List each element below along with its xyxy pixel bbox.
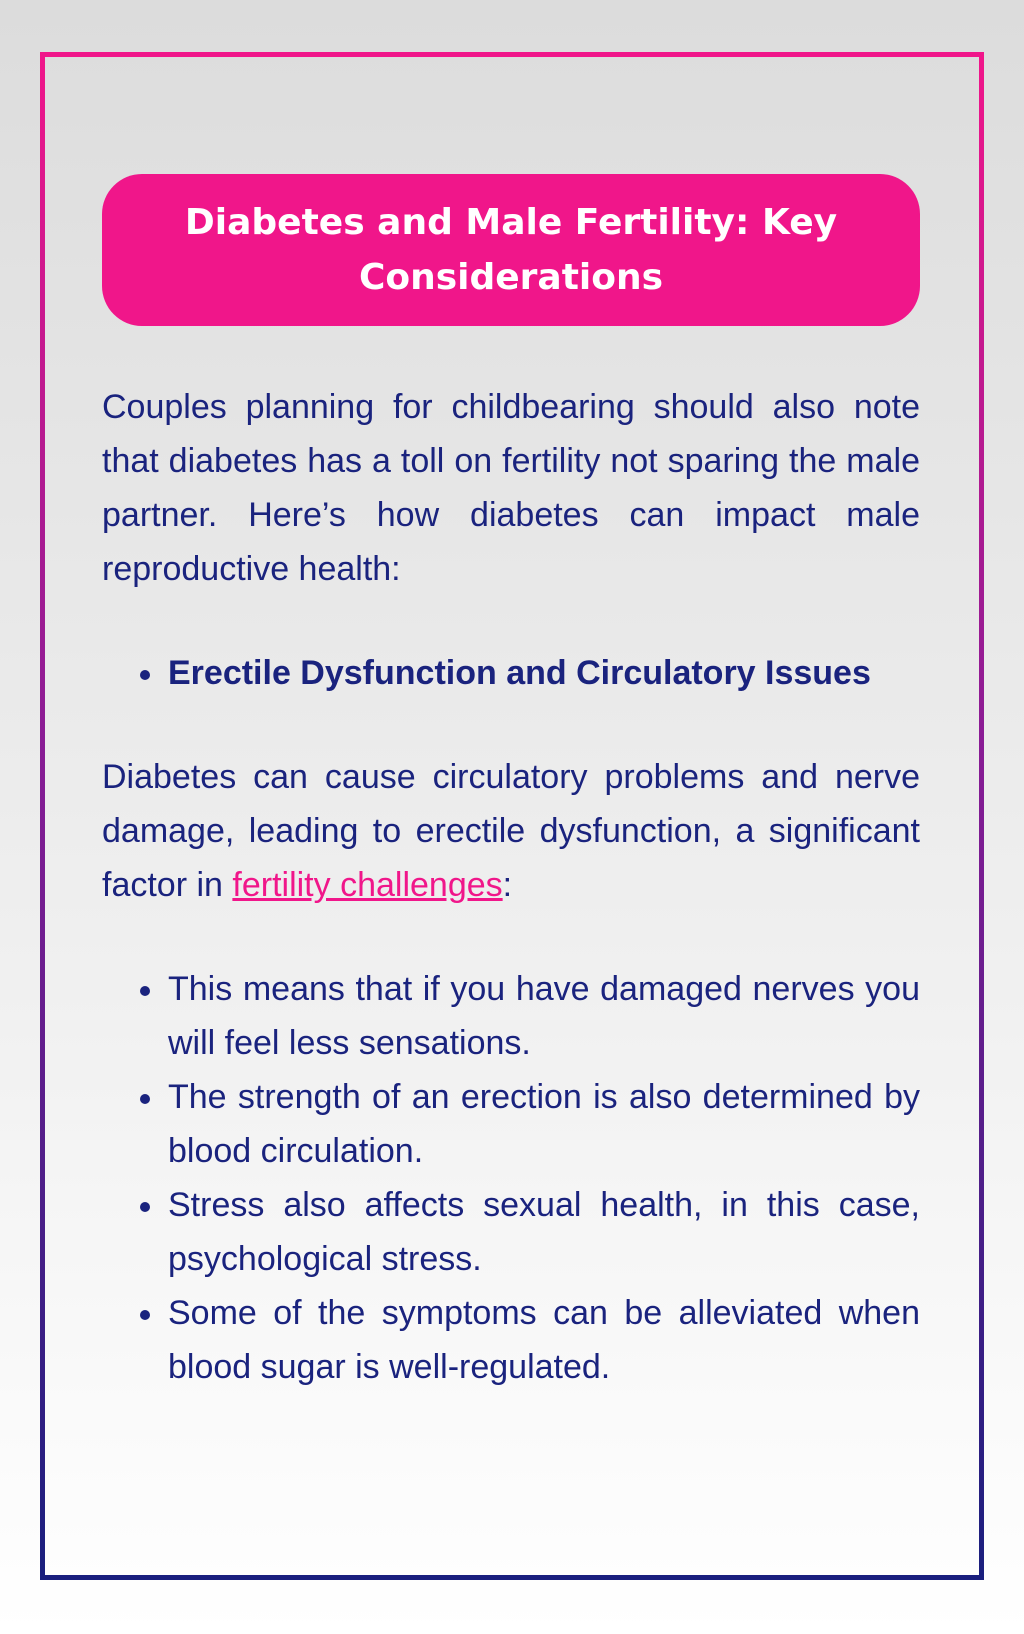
intro-paragraph: Couples planning for childbearing should also note that diabetes has a toll on fertility not sparing the male partner. Here’s how diabetes can impact male reproductive health: — [102, 388, 920, 588]
article-content — [102, 380, 920, 1394]
page-title: Diabetes and Male Fertility: Key Considerations — [184, 202, 838, 298]
body-text-end: : — [502, 866, 513, 904]
list-item: Some of the symptoms can be alleviated when blood sugar is well-regulated. — [168, 1286, 920, 1394]
title-banner — [102, 174, 920, 326]
list-item: This means that if you have damaged nerves you will feel less sensations. — [168, 962, 920, 1070]
body-paragraph — [102, 750, 920, 912]
subheading-item: Erectile Dysfunction and Circulatory Issues — [168, 646, 920, 700]
bullet-list — [102, 962, 920, 1394]
fertility-challenges-link[interactable]: fertility challenges — [232, 866, 503, 904]
subheading-list — [102, 646, 920, 700]
list-item: The strength of an erection is also determined by blood circulation. — [168, 1070, 920, 1178]
body-text: Diabetes can cause circulatory problems and nerve damage, leading to erectile dysfunction, a significant factor in — [102, 758, 920, 904]
list-item: Stress also affects sexual health, in this case, psychological stress. — [168, 1178, 920, 1286]
